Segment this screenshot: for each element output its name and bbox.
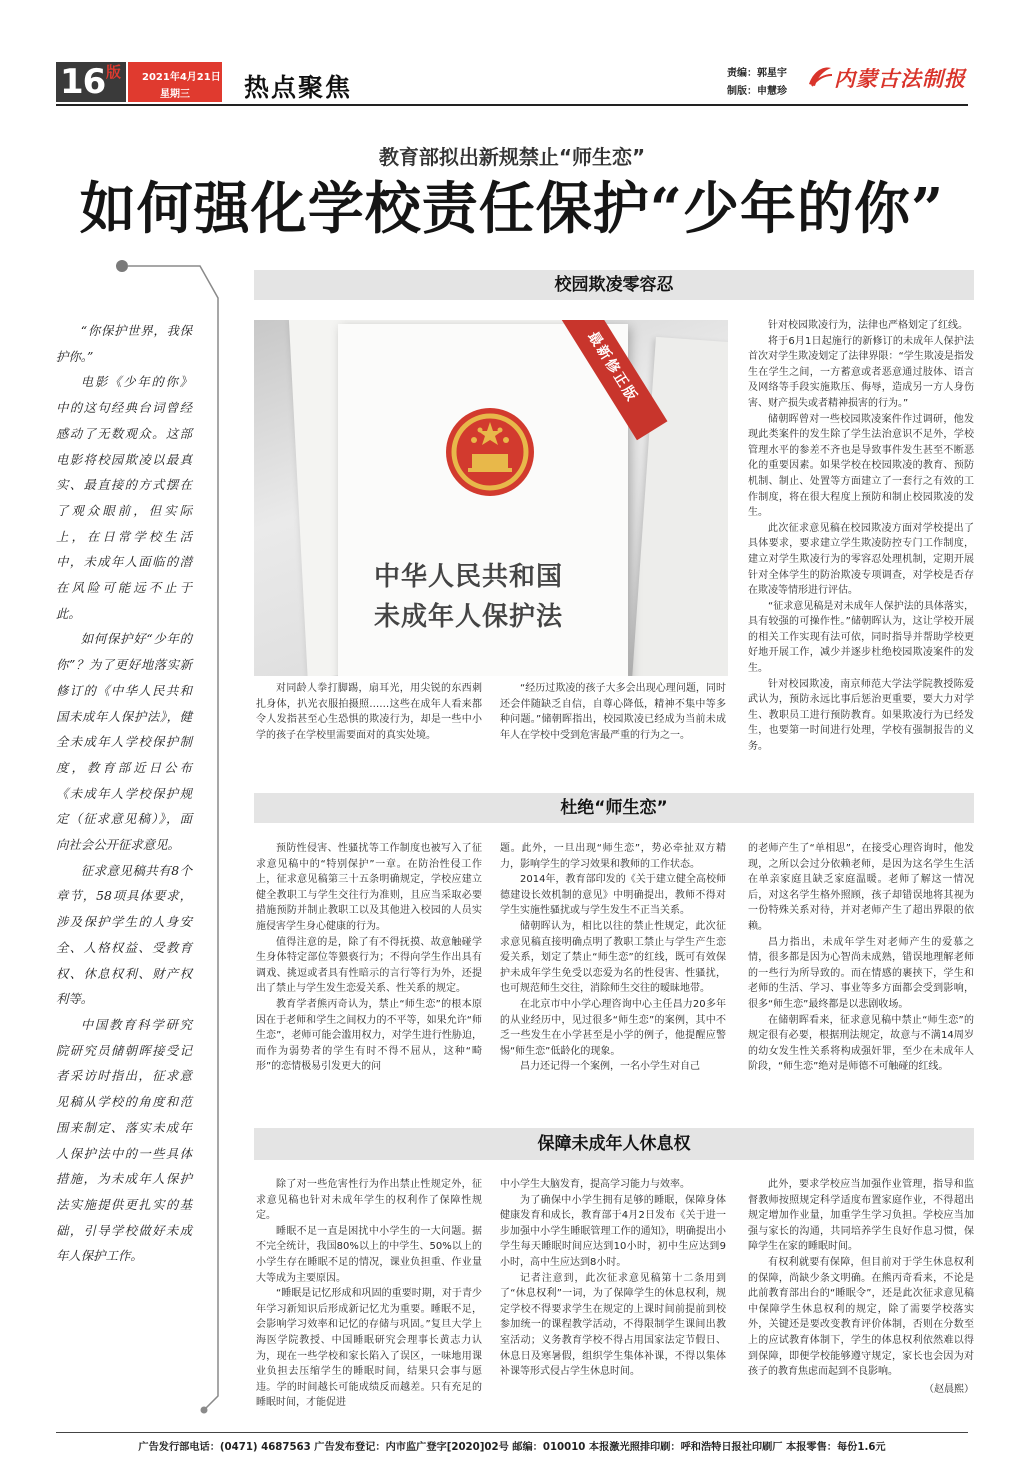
article-paragraph: 值得注意的是，除了有不得抚摸、故意触碰学生身体特定部位等猥亵行为；不得向学生作出具有调戏、挑逗或者具有性暗示的言行等行为外，还提出了禁止与学生发生恋爱关系、性关系的规定。	[256, 936, 482, 995]
page-suffix: 版	[106, 63, 122, 81]
date-box	[128, 62, 222, 102]
issue-date: 2021年4月21日	[142, 72, 221, 83]
article-paragraph: 的老师产生了“单相思”，在接受心理咨询时，他发现，之所以会过分依赖老师，是因为这名学生生活在单亲家庭且缺乏家庭温暖。老师了解这一情况后，对这名学生格外照顾，孩子却错误地将其视为一份特殊关系对待，并对老师产生了超出界限的依赖。	[748, 843, 974, 932]
article-paragraph: 针对校园欺凌，南京师范大学法学院教授陈爱武认为，预防永远比事后惩治更重要，要大力对学生、教职员工进行预防教育。如果欺凌行为已经发生，也要第一时间进行处理，学校有强制报告的义务。	[748, 678, 974, 753]
headline-title: 如何强化学校责任保护“少年的你”	[79, 176, 945, 242]
article-paragraph: 为了确保中小学生拥有足够的睡眠，保障身体健康发育和成长，教育部于4月2日发布《关于进一步加强中小学生睡眠管理工作的通知》，明确提出小学生每天睡眠时间应达到10小时，初中生应达到9小时，高中生应达到8小时。	[500, 1194, 726, 1268]
national-emblem-icon	[442, 404, 538, 500]
article-paragraph: 对同龄人拳打脚踢，扇耳光，用尖锐的东西刺扎身体，扒光衣服拍摄照……这些在成年人看来都令人发指甚至心生恐惧的欺凌行为，却是一些中小学的孩子在学校里需要面对的真实处境。	[256, 683, 482, 741]
section3-column-b	[500, 1177, 726, 1380]
section1-column-b	[500, 681, 726, 743]
footer-rule	[56, 1432, 968, 1433]
section-title-teacher-student: 杜绝“师生恋”	[254, 793, 974, 823]
section2-column-b	[500, 841, 726, 1075]
section1-column-c	[748, 318, 974, 755]
article-paragraph: 记者注意到，此次征求意见稿第十二条用到了“休息权利”一词，为了保障学生的休息权利，规定学校不得要求学生在规定的上课时间前提前到校参加统一的课程教学活动，不得限制学生课间出教室活动；义务教育学校不得占用国家法定节假日、休息日及寒暑假，组织学生集体补课，不得以集体补课等形式侵占学生休息时间。	[500, 1272, 726, 1378]
article-paragraph: 昌力还记得一个案例，一名小学生对自己	[520, 1061, 700, 1073]
book-title-line1: 中华人民共和国	[374, 562, 564, 592]
section-title-bullying: 校园欺凌零容忍	[254, 270, 974, 300]
article-paragraph: 2014年，教育部印发的《关于建立健全高校师德建设长效机制的意见》中明确提出，教师不得对学生实施性骚扰或与学生发生不正当关系。	[500, 874, 726, 917]
article-paragraph: 题。此外，一旦出现“师生恋”，势必牵扯双方精力，影响学生的学习效果和教师的工作状态。	[500, 843, 726, 870]
producer-credit: 制版：申慧珍	[727, 86, 787, 97]
article-paragraph: 有权利就要有保障，但目前对于学生休息权利的保障，尚缺少条文明确。在熊丙奇看来，不论是此前教育部出台的“睡眠令”，还是此次征求意见稿中保障学生休息权利的规定，除了需要学校落实外，关键还是要改变教育评价体制，否则在分数至上的应试教育体制下，学生的体息权利依然难以得到保障，即便学校能够遵守规定，家长也会因为对孩子的教育焦虑而起到不良影响。	[748, 1256, 974, 1378]
page-number-box	[56, 62, 126, 102]
article-paragraph: 此外，要求学校应当加强作业管理，指导和监督教师按照规定科学适度布置家庭作业，不得超出规定增加作业量，加重学生学习负担。学校应当加强与家长的沟通，共同培养学生良好作息习惯，保障学生在家的睡眠时间。	[748, 1179, 974, 1253]
sidebar-paragraph: 如何保护好“少年的你”？为了更好地落实新修订的《中华人民共和国未成年人保护法》，健全未成年人学校保护制度，教育部近日公布《未成年人学校保护规定（征求意见稿）》，面向社会公开征求意见。	[56, 631, 192, 853]
article-paragraph: 中小学生大脑发育，提高学习能力与效率。	[500, 1179, 690, 1190]
article-paragraph: 储朝晖曾对一些校园欺凌案件作过调研，他发现此类案件的发生除了学生法治意识不足外，学校管理水平的参差不齐也是导致事件发生甚至不断恶化的重要因素。如果学校在校园欺凌的教育、预防机制、制止、处置等方面建立了一套行之有效的工作制度，将在很大程度上预防和制止校园欺凌的发生。	[748, 413, 974, 519]
law-book-cover	[338, 324, 641, 676]
edition-ribbon: 最新修正版	[557, 320, 667, 440]
sidebar-paragraph: 征求意见稿共有8个章节，58项具体要求，涉及保护学生的人身安全、人格权益、受教育权、休息权利、财产权利等。	[56, 862, 192, 1007]
section3-column-a	[256, 1177, 482, 1411]
section1-column-a	[256, 681, 482, 743]
article-paragraph: “经历过欺凌的孩子大多会出现心理问题，同时还会伴随缺乏自信，自尊心降低，精神不集中等多种问题。”储朝晖指出，校园欺凌已经成为当前未成年人在学校中受到危害最严重的行为之一。	[500, 683, 726, 741]
section2-column-c	[748, 841, 974, 1075]
sidebar-paragraph: 中国教育科学研究院研究员储朝晖接受记者采访时指出，征求意见稿从学校的角度和范围来制定、落实未成年人保护法中的一些具体措施，为未成年人保护法实施提供更扎实的基础，引导学校做好未成年人保护工作。	[56, 1016, 192, 1264]
page-number: 16	[60, 62, 106, 102]
newspaper-logo-icon	[806, 64, 834, 90]
article-paragraph: “睡眠是记忆形成和巩固的重要时期，对于青少年学习新知识后形成新记忆尤为重要。睡眠不足，会影响学习效率和记忆的存储与巩固。”复旦大学上海医学院教授、中国睡眠研究会理事长黄志力认为，现在一些学校和家长陷入了误区，一味地用课业负担去压缩学生的睡眠时间，结果只会事与愿违。学的时间越长可能成绩反而越差。只有充足的睡眠时间，才能促进	[256, 1288, 482, 1409]
sidebar-commentary	[56, 318, 192, 1269]
section-title-rest-rights: 保障未成年人休息权	[254, 1128, 974, 1160]
section2-column-a	[256, 841, 482, 1075]
author-byline: （赵晨熙）	[924, 1383, 974, 1395]
editor-credit: 责编：郭星宇	[727, 68, 787, 79]
headline-kicker: 教育部拟出新规禁止“师生恋”	[378, 145, 646, 169]
sidebar-paragraph: 电影《少年的你》中的这句经典台词曾经感动了无数观众。这部电影将校园欺凌以最真实、最直接的方式摆在了观众眼前，但实际上，在日常学校生活中，未成年人面临的潜在风险可能远不止于此。	[56, 374, 192, 621]
masthead-rule	[56, 104, 968, 106]
article-paragraph: 除了对一些危害性行为作出禁止性规定外，征求意见稿也针对未成年学生的权利作了保障性规定。	[256, 1179, 482, 1222]
sidebar-paragraph: “你保护世界，我保护你。”	[56, 323, 192, 364]
article-paragraph: 预防性侵害、性骚扰等工作制度也被写入了征求意见稿中的“特别保护”一章。在防治性侵工作上，征求意见稿第三十五条明确规定，学校应建立健全教职工与学生交往行为准则，且应当采取必要措施预防并制止教职工以及其他进入校园的人员实施侵害学生身心健康的行为。	[256, 843, 482, 932]
article-paragraph: 将于6月1日起施行的新修订的未成年人保护法首次对学生欺凌划定了法律界限：“学生欺凌是指发生在学生之间，一方蓄意或者恶意通过肢体、语言及网络等手段实施欺压、侮辱，造成另一方人身伤害、财产损失或者精神损害的行为。”	[748, 335, 974, 409]
article-paragraph: 针对校园欺凌行为，法律也严格划定了红线。	[768, 320, 968, 331]
article-paragraph: 此次征求意见稿在校园欺凌方面对学校提出了具体要求，要求建立学生欺凌防控专门工作制度，建立对学生欺凌行为的零容忍处理机制，定期开展针对全体学生的防治欺凌专项调查，对学校是否存在欺凌等情形进行评估。	[748, 522, 974, 597]
article-paragraph: 在储朝晖看来，征求意见稿中禁止“师生恋”的规定很有必要，根据刑法规定，故意与不满14周岁的幼女发生性关系将构成强奸罪，至少在未成年人阶段，“师生恋”绝对是师德不可触碰的红线。	[748, 1014, 974, 1073]
footer-info: 广告发行部电话：(0471) 4687563 广告发布登记：内市监广登字[2020]02号 邮编：010010 本报激光照排印刷：呼和浩特日报社印刷厂 本报零售：每份1.6元	[138, 1442, 886, 1453]
article-paragraph: 储朝晖认为，相比以往的禁止性规定，此次征求意见稿直接明确点明了教职工禁止与学生产生恋爱关系，划定了禁止“师生恋”的红线，既可有效保护未成年学生免受以恋爱为名的性侵害、性骚扰，也可规范师生交往，消除师生交往的暧昧地带。	[500, 920, 726, 995]
article-paragraph: 在北京市中小学心理咨询中心主任昌力20多年的从业经历中，见过很多“师生恋”的案例，其中不乏一些发生在小学甚至是小学的例子，他提醒应警惕“师生恋”低龄化的现象。	[500, 998, 726, 1057]
section3-column-c	[748, 1177, 974, 1397]
article-paragraph: 教育学者熊丙奇认为，禁止“师生恋”的根本原因在于老师和学生之间权力的不平等，如果允许“师生恋”，老师可能会滥用权力，对学生进行性胁迫，而作为弱势者的学生有时不得不屈从，这种“畸形”的恋情极易引发更大的问	[256, 998, 482, 1073]
section-name: 热点聚焦	[244, 73, 353, 102]
article-paragraph: “征求意见稿是对未成年人保护法的具体落实，具有较强的可操作性。”储朝晖认为，这让学校开展的相关工作实现有法可依，同时指导并帮助学校更好地开展工作，减少并逐步杜绝校园欺凌案件的发生。	[748, 600, 974, 675]
article-paragraph: 昌力指出，未成年学生对老师产生的爱慕之情，很多都是因为心智尚未成熟，错误地理解老师的一些行为所导致的。而在情感的裹挟下，学生和老师的生活、学习、事业等多方面都会受到影响，很多“师生恋”最终都是以悲剧收场。	[748, 936, 974, 1010]
issue-weekday: 星期三	[160, 89, 190, 100]
law-book-photo	[254, 320, 728, 676]
book-title-line2: 未成年人保护法	[374, 602, 564, 632]
newspaper-logo: 内蒙古法制报	[834, 66, 966, 91]
article-paragraph: 睡眠不足一直是困扰中小学生的一大问题。据不完全统计，我国80%以上的中学生、50%以上的小学生存在睡眠不足的情况，课业负担重、作业量大等成为主要原因。	[256, 1225, 482, 1284]
